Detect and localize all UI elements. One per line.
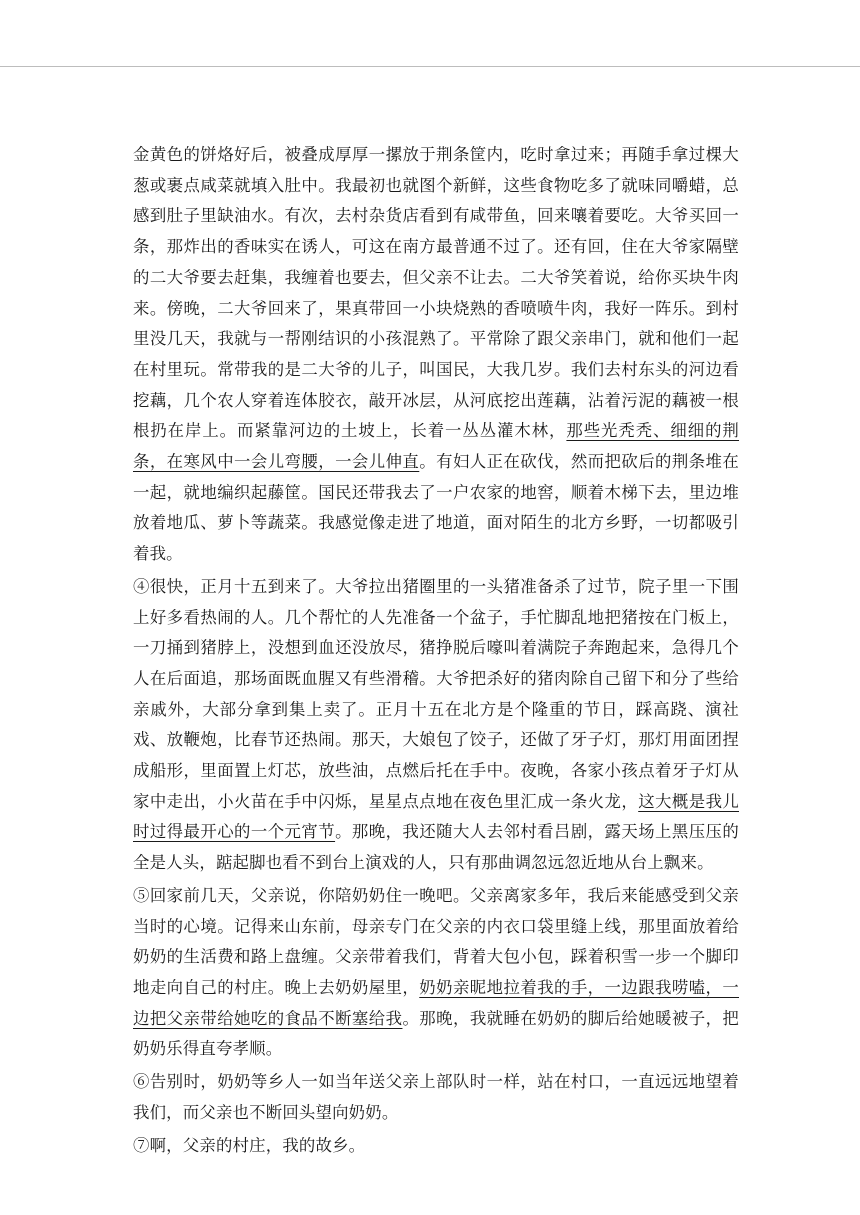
document-page [133, 140, 739, 1161]
paragraph-text: 金黄色的饼烙好后，被叠成厚厚一摞放于荆条筐内，吃时拿过来；再随手拿过棵大葱或裹点咸菜就填入肚中。我最初也就图个新鲜，这些食物吃多了就味同嚼蜡，总感到肚子里缺油水。有次，去村杂货店看到有咸带鱼，回来嚷着要吃。大爷买回一条，那炸出的香味实在诱人，可这在南方最普通不过了。还有回，住在大爷家隔壁的二大爷要去赶集，我缠着也要去，但父亲不让去。二大爷笑着说，给你买块牛肉来。傍晚，二大爷回来了，果真带回一小块烧熟的香喷喷牛肉，我好一阵乐。到村里没几天，我就与一帮刚结识的小孩混熟了。平常除了跟父亲串门，就和他们一起在村里玩。常带我的是二大爷的儿子，叫国民，大我几岁。我们去村东头的河边看挖藕，几个农人穿着连体胶衣，敲开冰层，从河底挖出莲藕，沾着污泥的藕被一根根扔在岸上。而紧靠河边的土坡上，长着一丛丛灌木林， [133, 145, 739, 441]
paragraph-5 [133, 881, 739, 1065]
underlined-sentence: 奶奶亲昵地拉着我的手，一边跟我唠嗑，一边把父亲带给她吃的食品不断塞给我 [133, 977, 739, 1028]
paragraph-text: 。有妇人正在砍伐，然而把砍后的荆条堆在一起，就地编织起藤筐。国民还带我去了一户农家的地窖，顺着木梯下去，里边堆放着地瓜、萝卜等蔬菜。我感觉像走进了地道，面对陌生的北方乡野，一切都吸引着我。 [133, 452, 739, 564]
paragraph-3-continued [133, 140, 739, 570]
paragraph-4 [133, 572, 739, 879]
paragraph-text: 。那晚，我就睡在奶奶的脚后给她暖被子，把奶奶乐得直夸孝顺。 [133, 1008, 740, 1059]
page-top-border [0, 66, 860, 67]
paragraph-text: ⑤回家前几天，父亲说，你陪奶奶住一晚吧。父亲离家多年，我后来能感受到父亲当时的心境。记得来山东前，母亲专门在父亲的内衣口袋里缝上线，那里面放着给奶奶的生活费和路上盘缠。父亲带着我们，背着大包小包，踩着积雪一步一个脚印地走向自己的村庄。晚上去奶奶屋里， [133, 885, 739, 997]
paragraph-7 [133, 1131, 739, 1162]
paragraph-text: ④很快，正月十五到来了。大爷拉出猪圈里的一头猪准备杀了过节，院子里一下围上好多看热闹的人。几个帮忙的人先准备一个盆子，手忙脚乱地把猪按在门板上，一刀捅到猪脖上，没想到血还没放尽，猪挣脱后嚎叫着满院子奔跑起来，急得几个人在后面追，那场面既血腥又有些滑稽。大爷把杀好的猪肉除自己留下和分了些给亲戚外，大部分拿到集上卖了。正月十五在北方是个隆重的节日，踩高跷、演社戏、放鞭炮，比春节还热闹。那天，大娘包了饺子，还做了牙子灯，那灯用面团捏成船形，里面置上灯芯，放些油，点燃后托在手中。夜晚，各家小孩点着牙子灯从家中走出，小火苗在手中闪烁，星星点点地在夜色里汇成一条火龙， [133, 576, 739, 811]
paragraph-6 [133, 1067, 739, 1128]
underlined-sentence: 这大概是我儿时过得最开心的一个元宵节 [133, 791, 739, 842]
paragraph-text: ⑦啊，父亲的村庄，我的故乡。 [133, 1135, 366, 1155]
underlined-sentence: 那些光秃秃、细细的荆条，在寒风中一会儿弯腰，一会儿伸直 [133, 421, 740, 472]
paragraph-text: ⑥告别时，奶奶等乡人一如当年送父亲上部队时一样，站在村口，一直远远地望着我们，而父亲也不断回头望向奶奶。 [133, 1072, 739, 1122]
paragraph-text: 。那晚，我还随大人去邻村看吕剧，露天场上黑压压的全是人头，踮起脚也看不到台上演戏的人，只有那曲调忽远忽近地从台上飘来。 [133, 822, 739, 873]
